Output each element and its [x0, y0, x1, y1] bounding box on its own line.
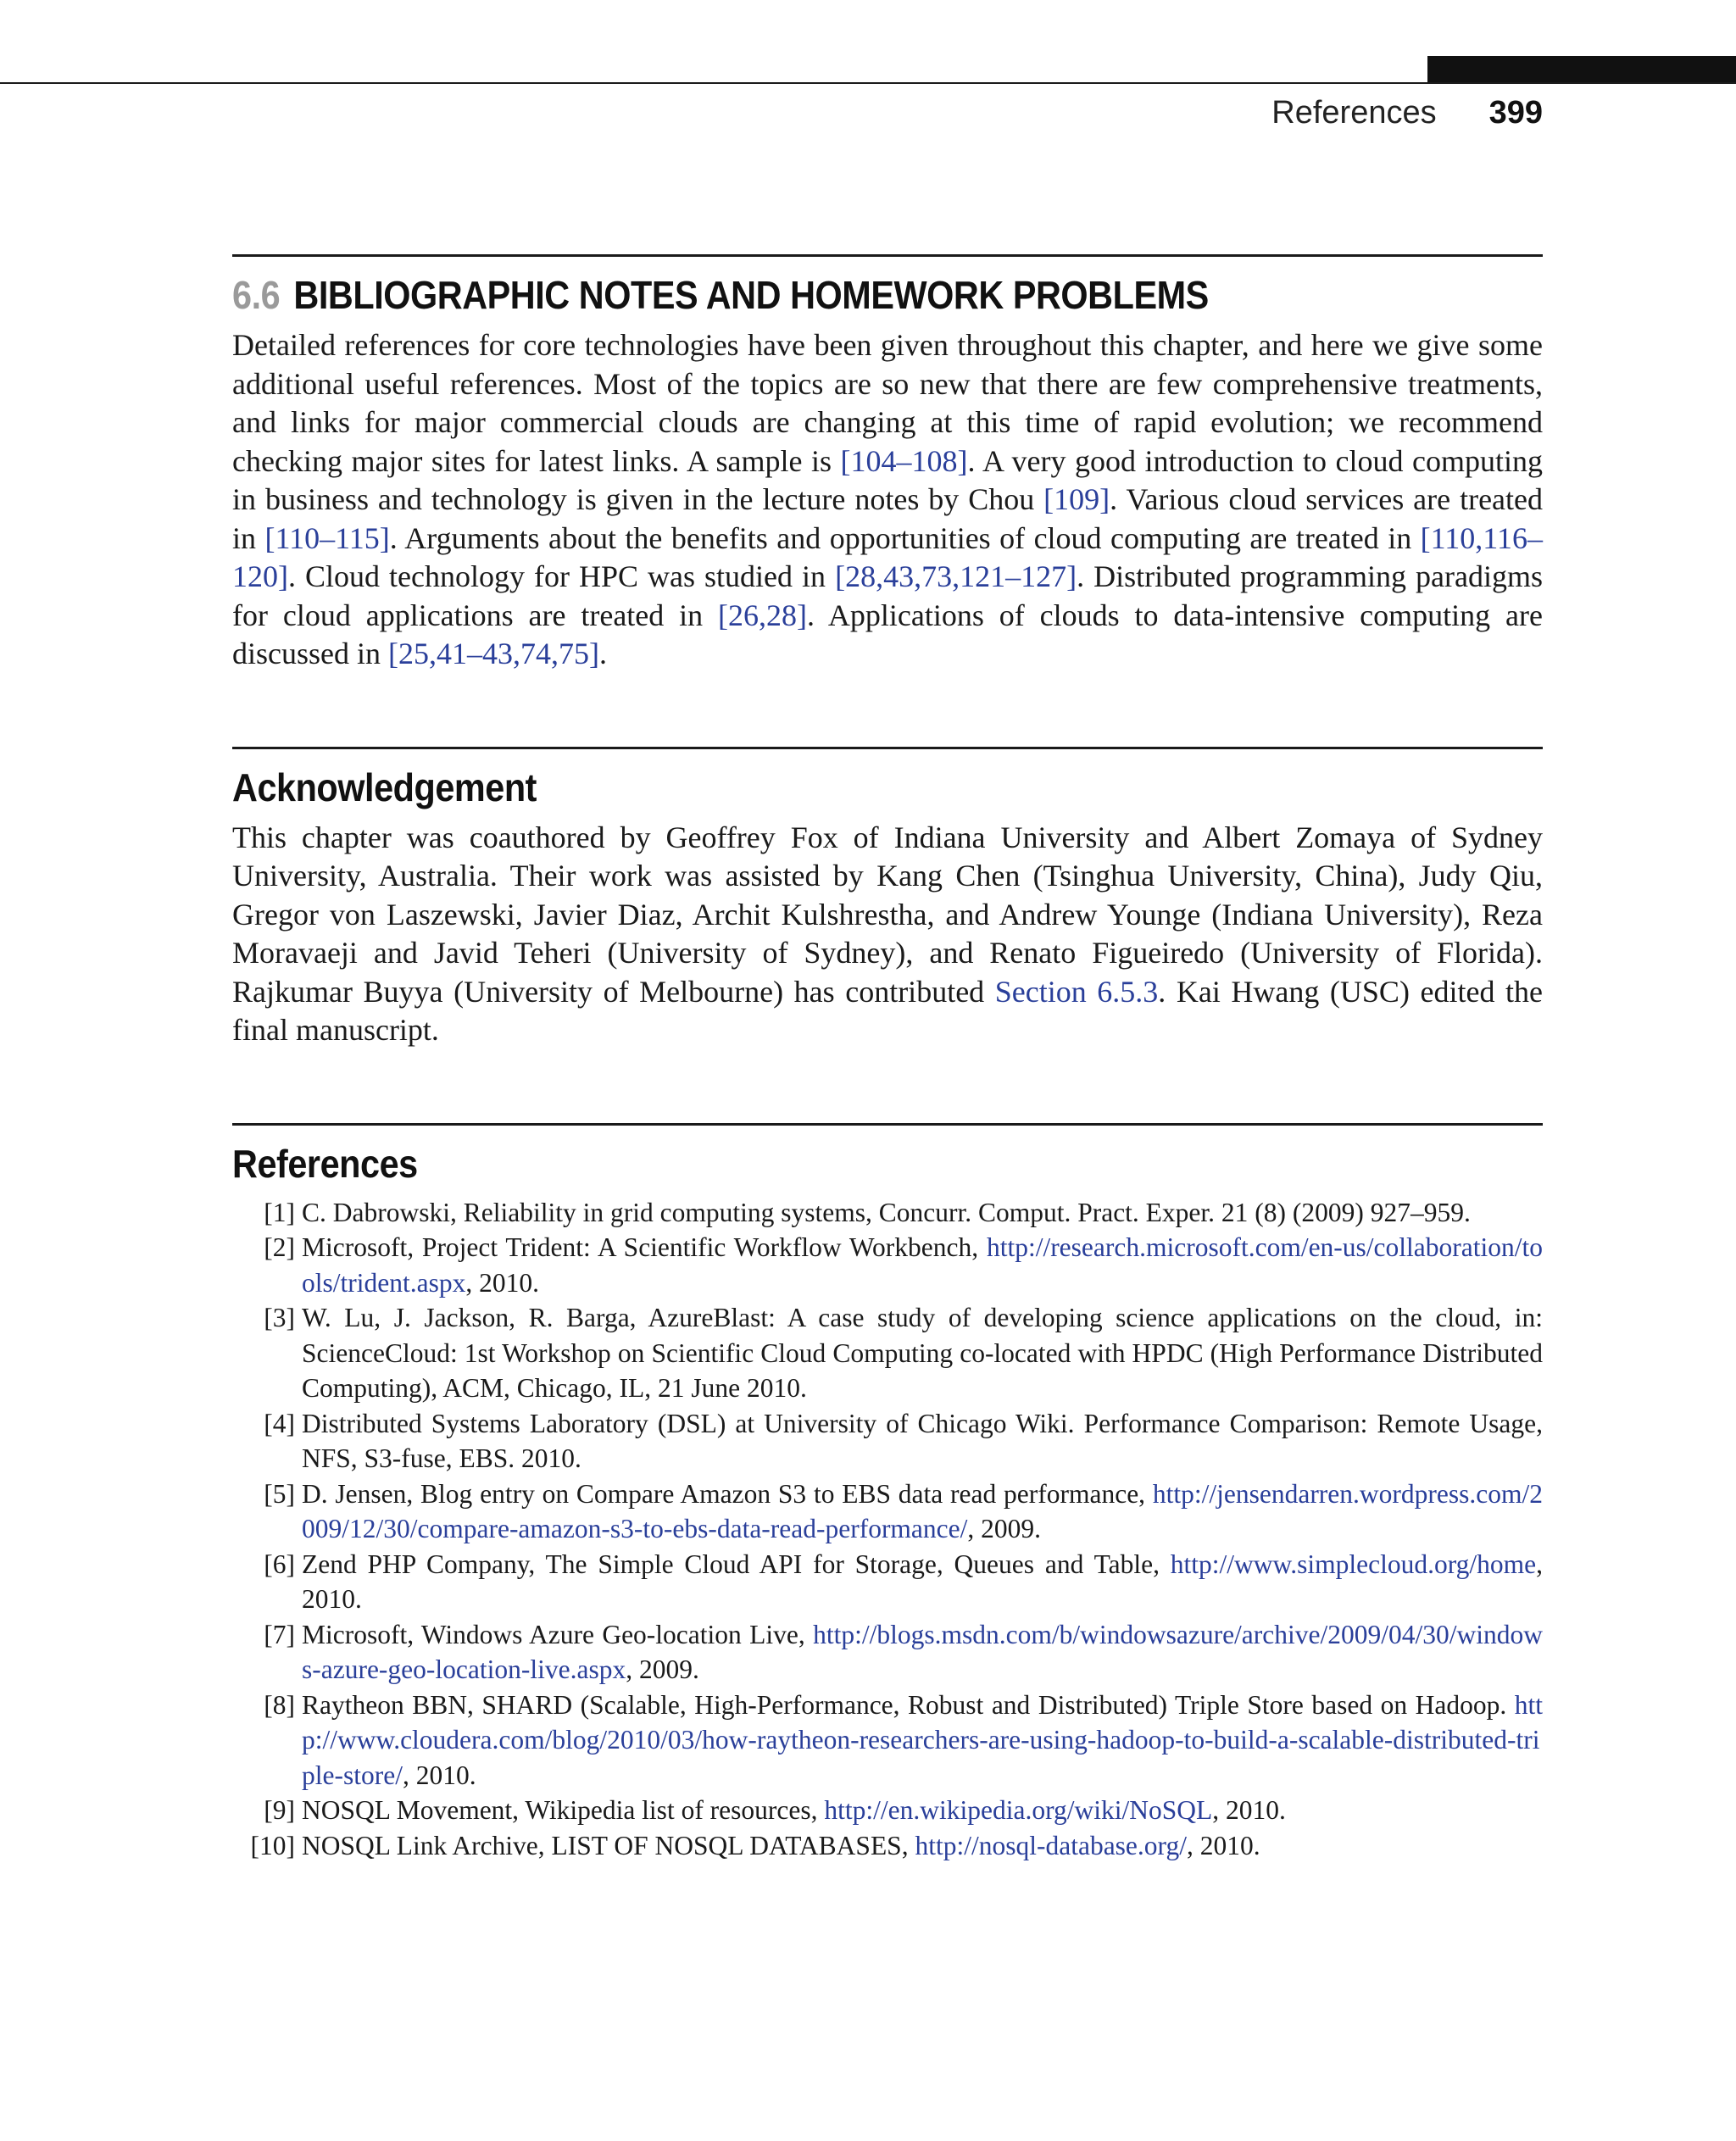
page-content [232, 254, 1543, 1863]
running-title: References [1271, 95, 1437, 131]
reference-text [302, 1230, 1543, 1300]
reference-text [302, 1828, 1543, 1864]
text-run: . Arguments about the benefits and opportunities of cloud computing are treated in [389, 520, 1421, 555]
section-references [232, 1123, 1543, 1864]
reference-suffix: , 2010. [465, 1267, 539, 1298]
section-bibliographic-notes [232, 254, 1543, 674]
citation-link[interactable]: [110–115] [264, 520, 390, 555]
text-run: . [598, 637, 607, 670]
reference-text [302, 1476, 1543, 1547]
reference-suffix: , 2010. [1212, 1795, 1286, 1825]
reference-citation: W. Lu, J. Jackson, R. Barga, AzureBlast: A case study of developing science applications on the cloud, in: ScienceCloud: 1st Workshop on Scientific Cloud Computing co-located with HPDC (High Performance Distributed Computing), ACM, Chicago, IL, 21 June 2010. [302, 1303, 1543, 1403]
reference-number: [3] [264, 1303, 295, 1332]
reference-number: [4] [264, 1408, 295, 1438]
section-title: BIBLIOGRAPHIC NOTES AND HOMEWORK PROBLEMS [293, 273, 1209, 317]
text-run: . Applications of clouds to data-intensive computing are discussed in [232, 598, 1543, 670]
reference-citation: C. Dabrowski, Reliability in grid computing systems, Concurr. Comput. Pract. Exper. 21 (8) (2009) 927–959. [302, 1197, 1471, 1227]
reference-item [232, 1547, 1543, 1617]
reference-citation: D. Jensen, Blog entry on Compare Amazon S3 to EBS data read performance, [302, 1478, 1153, 1509]
reference-item [232, 1617, 1543, 1688]
section-number: 6.6 [232, 273, 281, 317]
reference-url-link[interactable]: http://www.simplecloud.org/home [1170, 1549, 1537, 1579]
reference-list [232, 1195, 1543, 1864]
reference-suffix: , 2010. [302, 1549, 1543, 1614]
section-rule [232, 1123, 1543, 1126]
reference-url-link[interactable]: http://en.wikipedia.org/wiki/NoSQL [824, 1795, 1213, 1825]
reference-number: [10] [250, 1830, 295, 1860]
citation-link[interactable]: [28,43,73,121–127] [835, 559, 1077, 593]
reference-citation: NOSQL Movement, Wikipedia list of resources, [302, 1795, 825, 1825]
text-run: Detailed references for core technologies have been given throughout this chapter, and here we give some additional useful references. Most of the topics are so new that there are few comprehensive treatments, and links for major commercial clouds are changing at this time of rapid evolution; we recommend checking major sites for latest links. A sample is [232, 328, 1543, 478]
reference-url-link[interactable]: http://www.cloudera.com/blog/2010/03/how-raytheon-researchers-are-using-hadoop-to-build-a-scalable-distributed-triple-store/ [302, 1689, 1543, 1790]
acknowledgement-heading: Acknowledgement [232, 765, 537, 809]
reference-suffix: , 2009. [967, 1514, 1042, 1543]
reference-text [302, 1406, 1543, 1476]
reference-item [232, 1406, 1543, 1476]
reference-number: [8] [264, 1689, 295, 1720]
text-run: . Kai Hwang (USC) edited the final manuscript. [232, 974, 1543, 1047]
reference-number: [5] [264, 1478, 295, 1509]
reference-citation: Raytheon BBN, SHARD (Scalable, High-Performance, Robust and Distributed) Triple Store based on Hadoop. [302, 1689, 1515, 1720]
reference-item [232, 1195, 1543, 1231]
section-link[interactable]: Section 6.5.3 [994, 974, 1159, 1009]
section-rule [232, 747, 1543, 749]
reference-text [302, 1793, 1543, 1828]
reference-suffix: , 2009. [626, 1654, 699, 1684]
text-run: This chapter was coauthored by Geoffrey Fox of Indiana University and Albert Zomaya of Sydney University, Australia. Their work was assisted by Kang Chen (Tsinghua University, China), Judy Qiu, Gregor von Laszewski, Javier Diaz, Archit Kulshrestha, and Andrew Younge (Indiana University), Reza Moravaeji and Javid Teheri (University of Sydney), and Renato Figueiredo (University of Florida). Rajkumar Buyya (University of Melbourne) has contributed [232, 820, 1543, 1009]
section-acknowledgement [232, 747, 1543, 1050]
citation-link[interactable]: [104–108] [840, 443, 968, 478]
reference-item [232, 1793, 1543, 1828]
header-rule [0, 82, 1736, 84]
reference-number: [6] [264, 1549, 295, 1579]
reference-number: [1] [264, 1197, 295, 1227]
reference-citation: Microsoft, Project Trident: A Scientific Workflow Workbench, [302, 1232, 987, 1262]
citation-link[interactable]: [109] [1043, 482, 1110, 516]
reference-citation: Microsoft, Windows Azure Geo-location Live, [302, 1619, 814, 1649]
page-number: 399 [1488, 95, 1543, 131]
reference-citation: Zend PHP Company, The Simple Cloud API for Storage, Queues and Table, [302, 1549, 1171, 1579]
reference-text [302, 1617, 1543, 1688]
reference-item [232, 1828, 1543, 1864]
reference-url-link[interactable]: http://blogs.msdn.com/b/windowsazure/archive/2009/04/30/windows-azure-geo-location-live.aspx [302, 1619, 1543, 1684]
citation-link[interactable]: [26,28] [718, 598, 808, 632]
reference-url-link[interactable]: http://jensendarren.wordpress.com/2009/12/30/compare-amazon-s3-to-ebs-data-read-performance/ [302, 1478, 1543, 1543]
reference-suffix: , 2010. [402, 1760, 476, 1790]
text-run: . Various cloud services are treated in [232, 482, 1544, 555]
reference-text [302, 1300, 1543, 1406]
reference-text [302, 1195, 1543, 1231]
reference-item [232, 1230, 1543, 1300]
reference-text [302, 1688, 1543, 1793]
text-run: . A very good introduction to cloud computing in business and technology is given in the lecture notes by Chou [232, 443, 1543, 516]
reference-text [302, 1547, 1543, 1617]
reference-url-link[interactable]: http://research.microsoft.com/en-us/collaboration/tools/trident.aspx [302, 1232, 1543, 1298]
citation-link[interactable]: [25,41–43,74,75] [388, 637, 599, 670]
reference-number: [9] [264, 1795, 295, 1825]
running-header [1271, 95, 1543, 137]
reference-item [232, 1688, 1543, 1793]
text-run: . Distributed programming paradigms for cloud applications are treated in [232, 559, 1544, 632]
section-paragraph [232, 326, 1543, 674]
references-heading: References [232, 1141, 418, 1186]
header-tab-decoration [1427, 56, 1736, 82]
acknowledgement-paragraph [232, 819, 1543, 1050]
section-rule [232, 254, 1543, 257]
reference-number: [2] [264, 1232, 295, 1262]
citation-link[interactable]: [110,116–120] [232, 520, 1543, 593]
text-run: . Cloud technology for HPC was studied in [288, 559, 836, 593]
reference-citation: Distributed Systems Laboratory (DSL) at University of Chicago Wiki. Performance Comparison: Remote Usage, NFS, S3-fuse, EBS. 2010. [302, 1408, 1543, 1473]
reference-citation: NOSQL Link Archive, LIST OF NOSQL DATABASES, [302, 1830, 915, 1860]
reference-suffix: , 2010. [1186, 1830, 1260, 1860]
reference-number: [7] [264, 1619, 295, 1649]
section-heading [232, 272, 1411, 318]
reference-item [232, 1300, 1543, 1406]
reference-item [232, 1476, 1543, 1547]
reference-url-link[interactable]: http://nosql-database.org/ [915, 1830, 1187, 1860]
